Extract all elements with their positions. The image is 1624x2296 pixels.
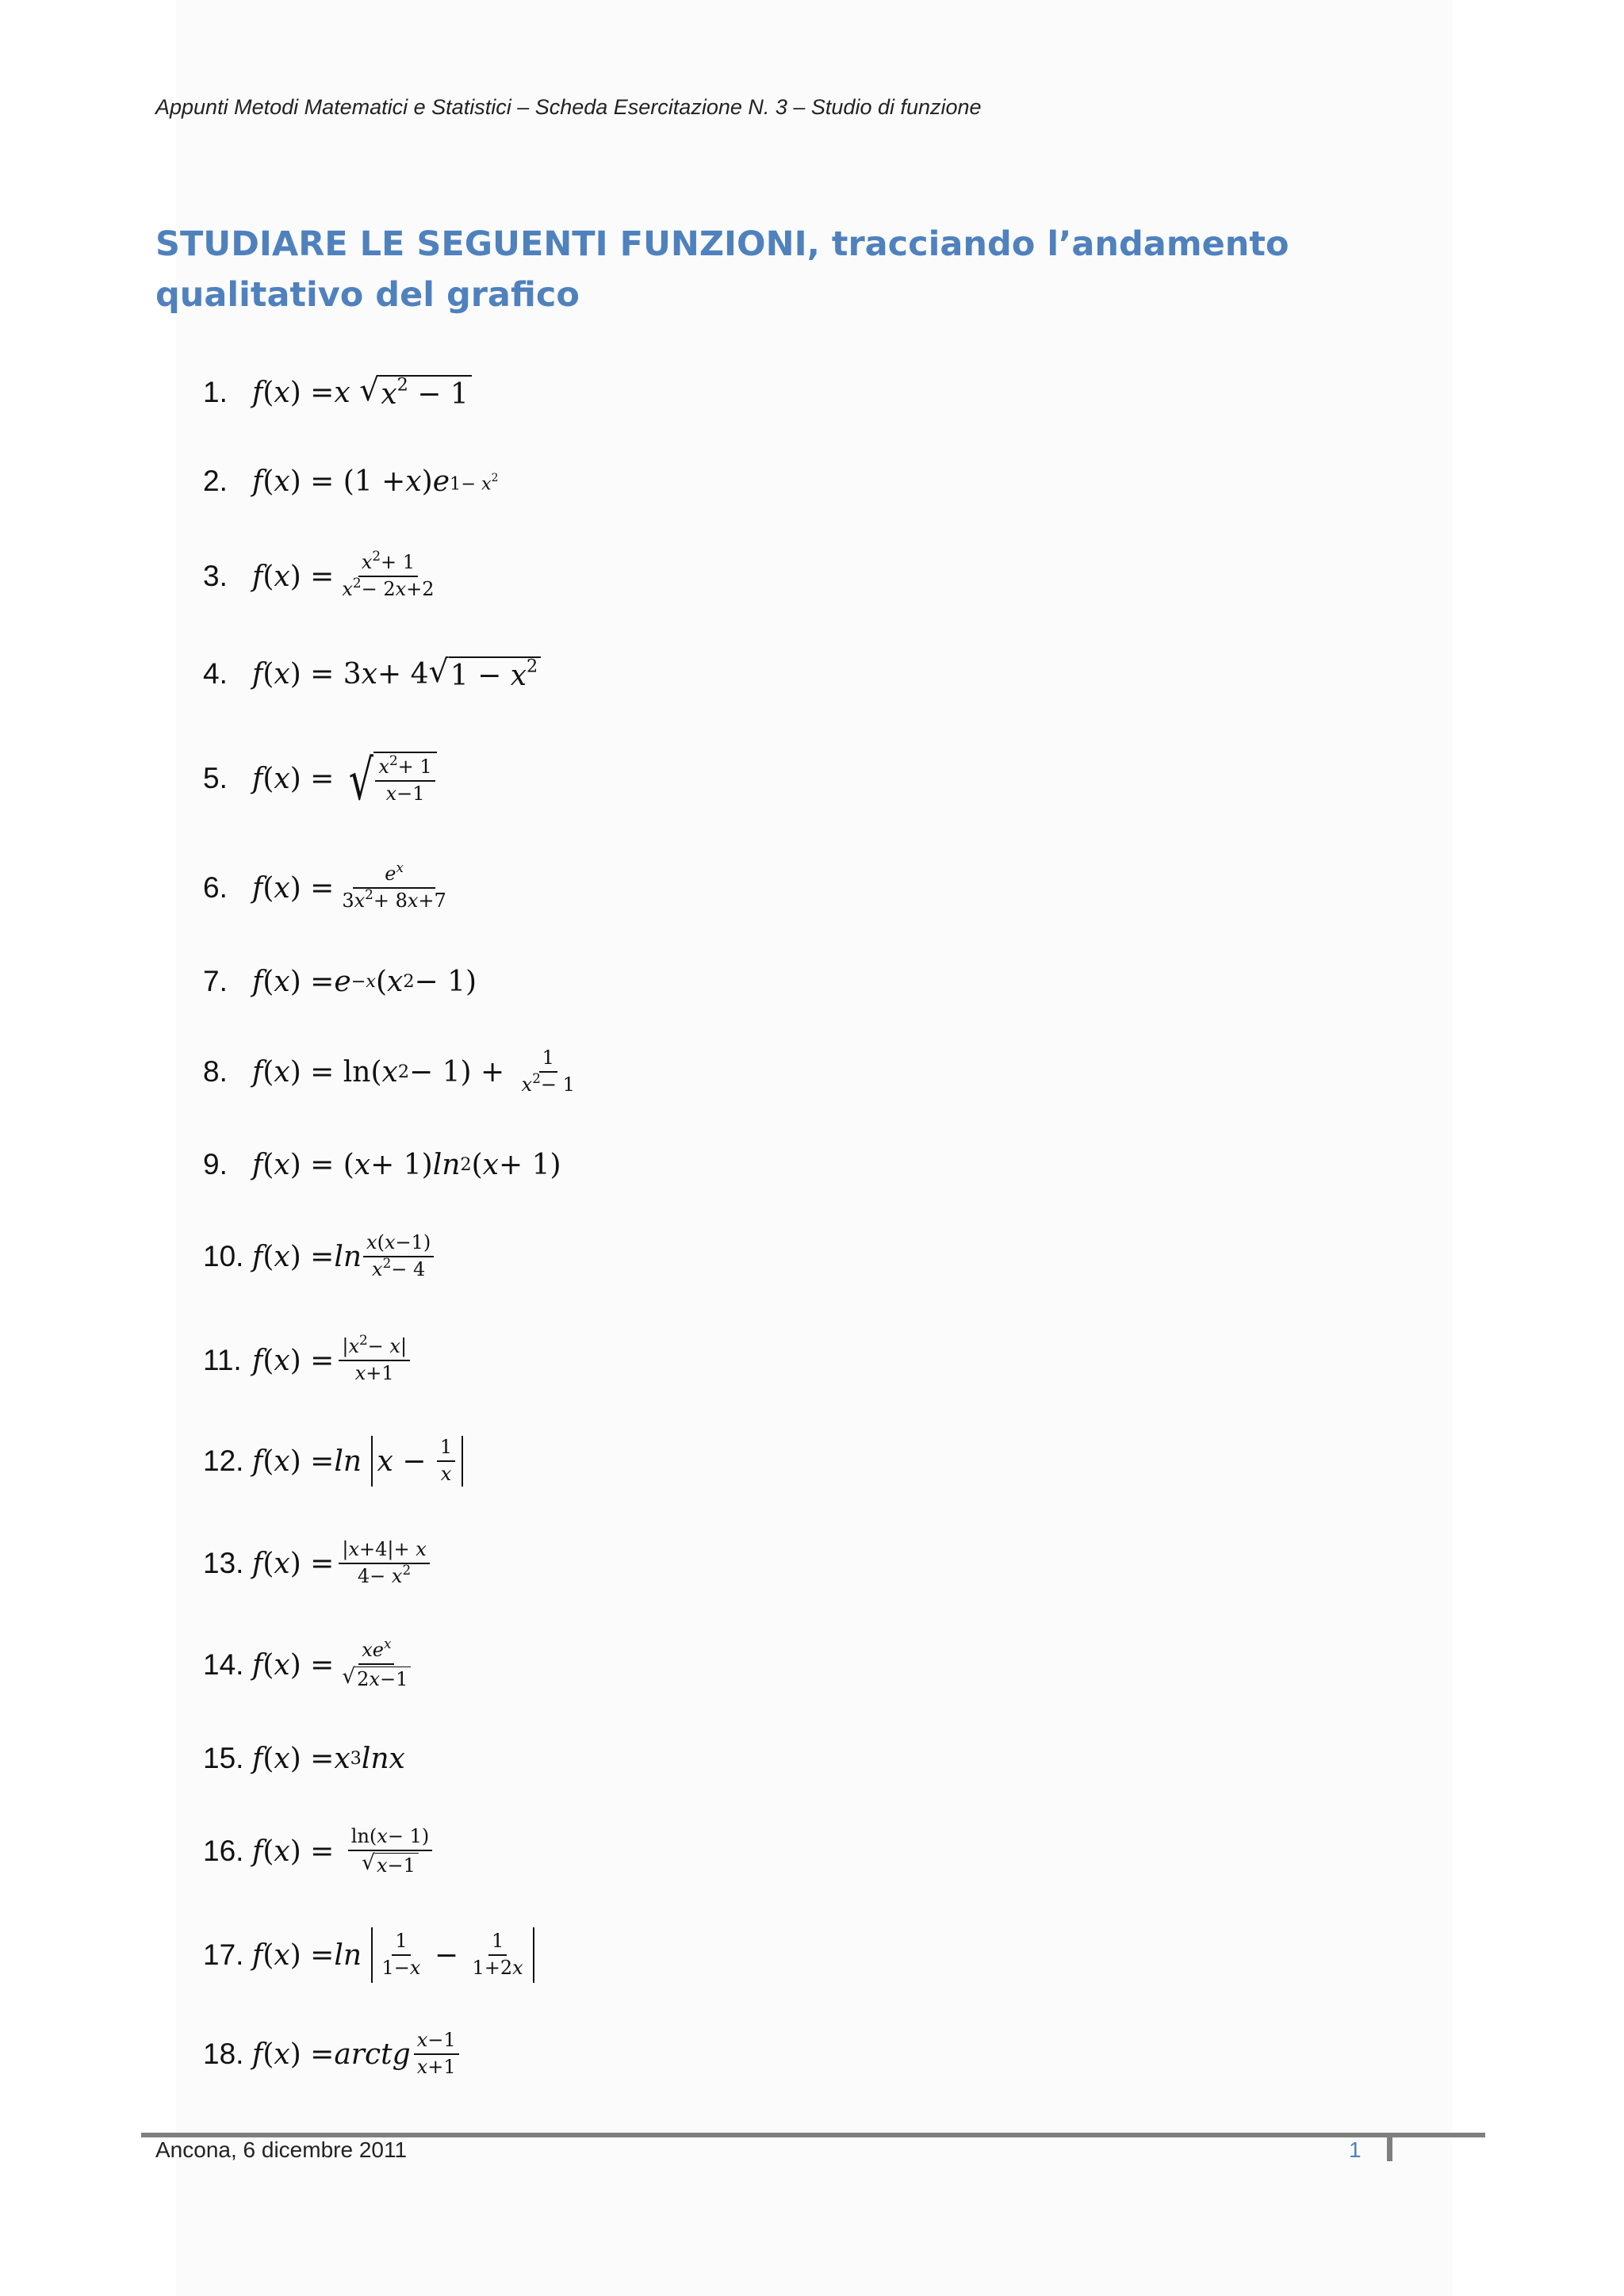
exercise-number: 18. [203, 2038, 244, 2070]
exercise-8 [203, 1028, 583, 1115]
exercise-2 [203, 438, 498, 525]
formula: f ( x ) = ln( x 2 − 1) + $\frac{1}{x^2- 1}$ [252, 1047, 575, 1096]
formula: f ( x ) = √ $\frac{x^2+ 1}{x-1}$ [252, 752, 437, 805]
exercise-number: 8. [203, 1055, 228, 1088]
formula: f ( x ) = (1 + x ) e $1- x^2$ [252, 465, 499, 498]
exercise-number: 15. [203, 1742, 244, 1774]
formula: f ( x ) = 3 x + 4 √ $1 - x^2$ [252, 656, 541, 692]
exercise-number: 1. [203, 376, 228, 408]
formula: f ( x ) = ln $\frac{1}{1-x}$ − $\frac{1}{1+2x}$ [252, 1927, 534, 1983]
formula: f ( x ) = ln $\frac{x(x-1)}{x^2- 4}$ [252, 1232, 439, 1280]
exercise-number: 7. [203, 965, 228, 997]
exercise-5 [203, 735, 437, 822]
page-header: Appunti Metodi Matematici e Statistici – Scheda Esercitazione N. 3 – Studio di funzione [155, 95, 982, 119]
exercise-15 [203, 1715, 405, 1802]
exercise-17 [203, 1911, 534, 1999]
exercise-11 [203, 1317, 415, 1404]
exercise-number: 13. [203, 1547, 244, 1579]
exercise-1 [203, 349, 472, 436]
formula: f ( x ) = $xe^x$ √ 2x−1 [252, 1640, 419, 1690]
formula: f ( x ) = $\frac{|x+4|+ x}{4- x^2}$ [252, 1539, 435, 1587]
page-title: STUDIARE LE SEGUENTI FUNZIONI, tracciando l’andamento qualitativo del grafico [155, 224, 1289, 315]
exercise-number: 5. [203, 762, 228, 794]
exercise-number: 11. [203, 1344, 242, 1376]
formula: f ( x ) = ln x − $\frac{1}{x}$ [252, 1436, 463, 1487]
exercise-number: 17. [203, 1938, 244, 1971]
formula: f ( x ) = arctg $\frac{x-1}{x+1}$ [252, 2030, 464, 2078]
formula: f ( x ) = ln(x− 1) √ x−1 [252, 1826, 437, 1877]
exercise-4 [203, 630, 541, 718]
exercise-number: 10. [203, 1240, 244, 1272]
footer-rule-tick [1387, 2133, 1392, 2161]
footer-date: Ancona, 6 dicembre 2011 [155, 2137, 408, 2162]
exercise-number: 16. [203, 1835, 244, 1867]
formula: f ( x ) = $\frac{|x^2- x|}{x+1}$ [252, 1336, 415, 1384]
exercise-16 [203, 1808, 437, 1895]
formula: f ( x ) = x 3 lnx [252, 1742, 405, 1775]
exercise-number: 9. [203, 1148, 228, 1181]
formula: f ( x ) = $\frac{x^2+ 1}{x^2- 2x+2}$ [252, 548, 435, 600]
exercise-18 [203, 2011, 464, 2098]
exercise-9 [203, 1121, 561, 1208]
exercise-13 [203, 1520, 435, 1607]
formula: f ( x ) = $\frac{e^x}{3x^2+ 8x+7}$ [252, 859, 446, 912]
exercise-number: 12. [203, 1445, 244, 1477]
exercise-3 [203, 533, 442, 620]
exercise-number: 3. [203, 560, 228, 592]
formula: f ( x ) = e −x ( x 2 − 1) [252, 965, 477, 998]
exercise-number: 14. [203, 1648, 244, 1681]
formula: f ( x ) = ( x + 1) ln 2 ( x + 1) [252, 1148, 561, 1181]
exercise-number: 2. [203, 465, 228, 497]
exercise-6 [203, 844, 454, 932]
exercise-number: 6. [203, 871, 228, 904]
exercise-10 [203, 1213, 439, 1300]
exercise-7 [203, 938, 477, 1025]
exercise-number: 4. [203, 657, 228, 690]
exercise-14 [203, 1621, 419, 1709]
exercise-12 [203, 1418, 463, 1505]
page-number: 1 [1349, 2137, 1362, 2162]
formula: f ( x ) = x √ $x^2 - 1$ [252, 375, 472, 411]
